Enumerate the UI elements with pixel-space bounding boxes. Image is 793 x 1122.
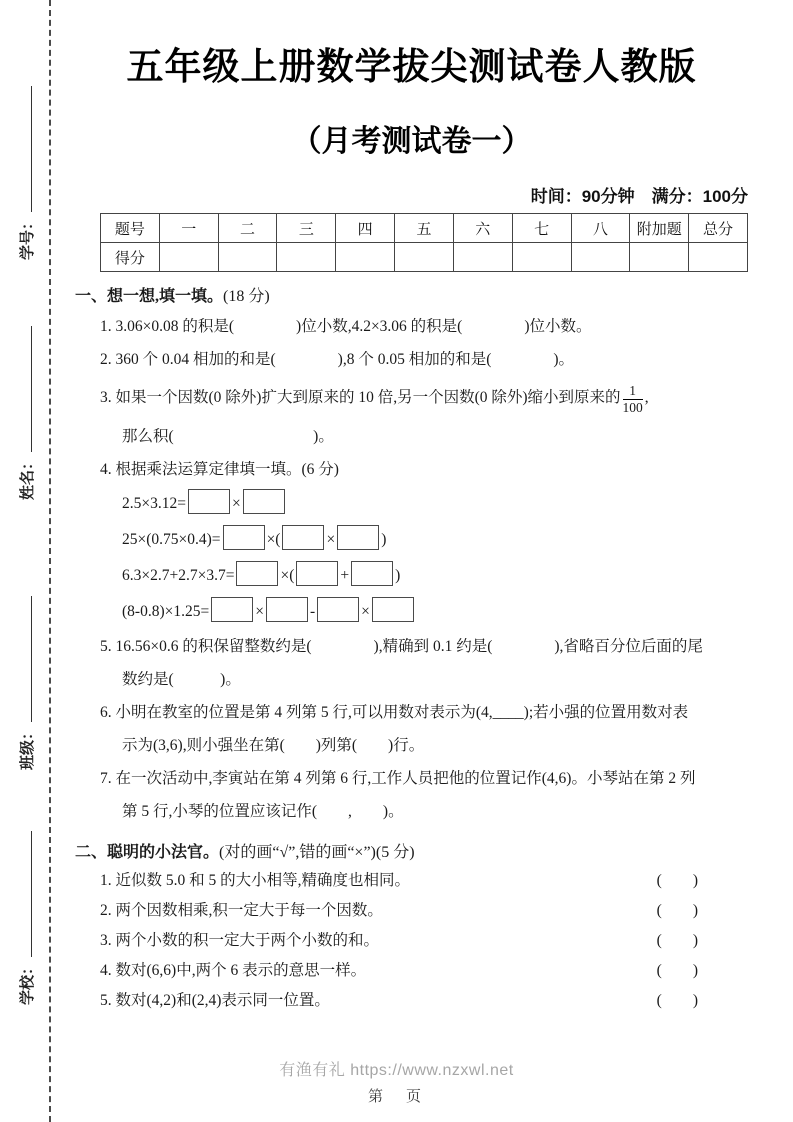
seal-blank-line	[17, 596, 32, 722]
score-empty-cell	[277, 243, 336, 272]
question-text: 25×(0.75×0.4)=	[122, 531, 221, 548]
seal-label-text: 姓名：	[19, 454, 36, 500]
answer-box	[223, 525, 265, 550]
question-text: 数约是( )。	[122, 671, 241, 688]
question-text: ×	[326, 531, 336, 548]
question-line	[100, 522, 748, 558]
score-empty-cell	[571, 243, 630, 272]
seal-label-3	[16, 570, 38, 770]
judge-answer-parens: ( )	[656, 932, 698, 949]
question-line	[100, 663, 748, 696]
page-subtitle: （月考测试卷一）	[291, 125, 532, 158]
judge-answer-parens: ( )	[656, 902, 698, 919]
question-text: 6. 小明在教室的位置是第 4 列第 5 行,可以用数对表示为(4,____);若小强的位置用数对表	[100, 704, 689, 721]
score-empty-cell	[512, 243, 571, 272]
seal-label-1	[16, 60, 38, 260]
judge-question-row	[100, 986, 748, 1016]
section-one-points: (18 分)	[223, 288, 270, 305]
judge-question-text: 4. 数对(6,6)中,两个 6 表示的意思一样。	[100, 962, 367, 979]
question-text: ×(	[280, 567, 295, 584]
score-row-label: 得分	[101, 243, 160, 272]
question-text: )	[395, 567, 401, 584]
score-table-header-cell: 一	[159, 214, 218, 243]
question-text: 那么积( )。	[122, 428, 334, 445]
question-text: (8-0.8)×1.25=	[122, 603, 210, 620]
seal-label-4	[16, 805, 38, 1005]
section-one-items	[100, 310, 748, 828]
judge-question-text: 3. 两个小数的积一定大于两个小数的和。	[100, 932, 380, 949]
question-text: 4. 根据乘法运算定律填一填。(6 分)	[100, 461, 339, 478]
score-table-header-row	[101, 214, 748, 243]
question-text: 7. 在一次活动中,李寅站在第 4 列第 6 行,工作人员把他的位置记作(4,6)。小琴站在第 2 列	[100, 770, 696, 787]
question-text: 6.3×2.7+2.7×3.7=	[122, 567, 235, 584]
answer-box	[372, 597, 414, 622]
score-empty-cell	[336, 243, 395, 272]
question-line	[100, 558, 748, 594]
seal-blank-line	[17, 326, 32, 452]
question-line	[100, 343, 748, 376]
judge-answer-parens: ( )	[656, 872, 698, 889]
score-empty-cell	[218, 243, 277, 272]
answer-box	[243, 489, 285, 514]
section-two-heading	[75, 840, 748, 866]
question-text: 示为(3,6),则小强坐在第( )列第( )行。	[122, 737, 425, 754]
judge-question-row	[100, 866, 748, 896]
question-line	[100, 729, 748, 762]
answer-box	[317, 597, 359, 622]
section-one-title: 一、想一想,填一填。	[75, 288, 224, 305]
question-line	[100, 594, 748, 630]
answer-box	[266, 597, 308, 622]
question-text: 2. 360 个 0.04 相加的和是( ),8 个 0.05 相加的和是( )。	[100, 351, 575, 368]
fold-dashed-line	[49, 0, 51, 1122]
score-table-header-cell: 二	[218, 214, 277, 243]
seal-blank-line	[17, 831, 32, 957]
score-empty-cell	[630, 243, 689, 272]
answer-box	[351, 561, 393, 586]
section-two-points: (对的画“√”,错的画“×”)(5 分)	[219, 844, 415, 861]
question-text: ×(	[266, 531, 281, 548]
score-table	[100, 213, 748, 272]
page-number: 第 页	[367, 1089, 425, 1105]
page-footer	[0, 1057, 793, 1106]
score-empty-cell	[453, 243, 512, 272]
seal-label-text: 学校：	[19, 959, 36, 1005]
score-table-score-row	[101, 243, 748, 272]
question-line	[100, 453, 748, 486]
watermark-url: 有渔有礼 https://www.nzxwl.net	[279, 1062, 514, 1079]
seal-blank-line	[17, 86, 32, 212]
question-text: ×	[255, 603, 264, 620]
score-table-header-cell: 题号	[101, 214, 160, 243]
answer-box	[282, 525, 324, 550]
judge-question-row	[100, 956, 748, 986]
section-two-title: 二、聪明的小法官。	[75, 844, 220, 861]
question-text: ×	[231, 495, 241, 512]
score-empty-cell	[689, 243, 748, 272]
score-table-header-cell: 八	[571, 214, 630, 243]
question-text: 5. 16.56×0.6 的积保留整数约是( ),精确到 0.1 约是( ),省略百分位后面的尾	[100, 638, 703, 655]
score-table-header-cell: 六	[453, 214, 512, 243]
question-text: -	[309, 603, 316, 620]
paper-content	[75, 28, 748, 1016]
section-two-items	[100, 866, 748, 1016]
seal-label-2	[16, 300, 38, 500]
answer-box	[188, 489, 230, 514]
fraction-numerator: 1	[623, 384, 643, 400]
score-table-header-cell: 七	[512, 214, 571, 243]
question-line	[100, 795, 748, 828]
question-text: )	[381, 531, 387, 548]
fraction	[623, 384, 643, 415]
question-text: ×	[361, 603, 370, 620]
question-line	[100, 696, 748, 729]
judge-question-text: 1. 近似数 5.0 和 5 的大小相等,精确度也相同。	[100, 872, 411, 889]
answer-box	[211, 597, 253, 622]
score-empty-cell	[395, 243, 454, 272]
question-text: 3. 如果一个因数(0 除外)扩大到原来的 10 倍,另一个因数(0 除外)缩小到原来的	[100, 389, 621, 406]
judge-question-text: 2. 两个因数相乘,积一定大于每一个因数。	[100, 902, 383, 919]
page-title: 五年级上册数学拔尖测试卷人教版	[126, 46, 697, 87]
question-line	[100, 630, 748, 663]
question-line	[100, 310, 748, 343]
question-line	[100, 376, 748, 420]
score-table-header-cell: 附加题	[630, 214, 689, 243]
answer-box	[337, 525, 379, 550]
answer-box	[296, 561, 338, 586]
judge-question-text: 5. 数对(4,2)和(2,4)表示同一位置。	[100, 992, 330, 1009]
question-text: 第 5 行,小琴的位置应该记作( , )。	[122, 803, 404, 820]
score-table-header-cell: 总分	[689, 214, 748, 243]
question-text: +	[340, 567, 350, 584]
judge-answer-parens: ( )	[656, 962, 698, 979]
section-one-heading	[75, 284, 748, 310]
answer-box	[236, 561, 278, 586]
judge-question-row	[100, 926, 748, 956]
question-line	[100, 486, 748, 522]
score-table-header-cell: 三	[277, 214, 336, 243]
question-text: 2.5×3.12=	[122, 495, 186, 512]
exam-time-score-meta: 时间：90分钟 满分：100分	[530, 187, 748, 206]
judge-answer-parens: ( )	[656, 992, 698, 1009]
seal-label-text: 班级：	[19, 724, 36, 770]
question-line	[100, 762, 748, 795]
score-table-header-cell: 五	[395, 214, 454, 243]
judge-question-row	[100, 896, 748, 926]
seal-label-text: 学号：	[19, 214, 36, 260]
question-line	[100, 420, 748, 453]
score-empty-cell	[159, 243, 218, 272]
question-text: 1. 3.06×0.08 的积是( )位小数,4.2×3.06 的积是( )位小数。	[100, 318, 592, 335]
score-table-header-cell: 四	[336, 214, 395, 243]
fraction-denominator: 100	[622, 400, 643, 415]
question-text: ,	[644, 389, 649, 406]
